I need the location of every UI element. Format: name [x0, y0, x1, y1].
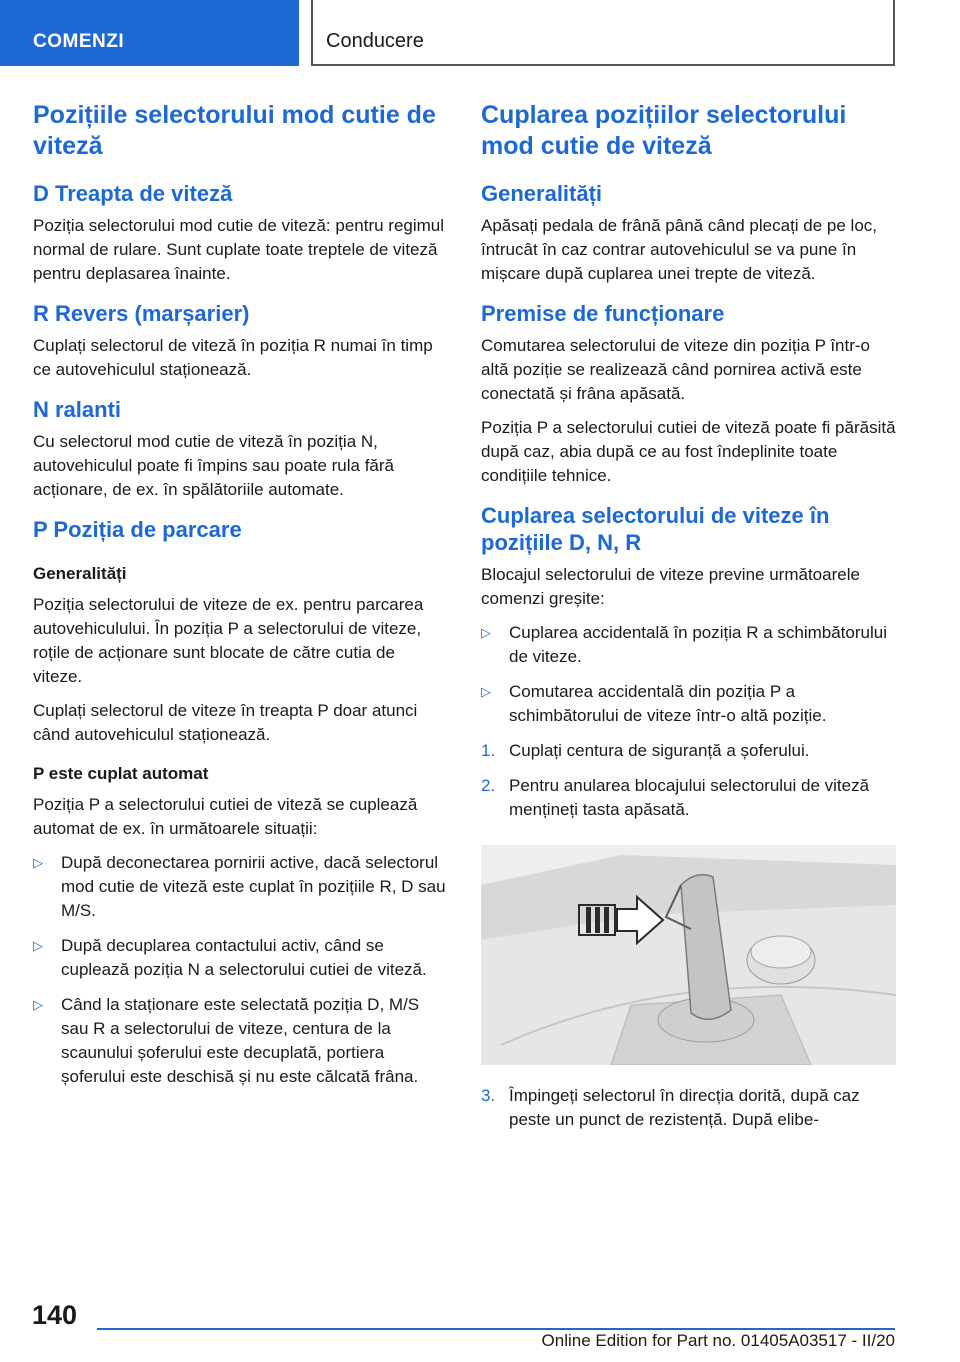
text-premise-1: Comutarea selectorului de viteze din poziția P într-o altă poziție se realizează când pornirea activă este conectată și frâna apăsată.	[481, 336, 870, 403]
section-title: Conducere	[311, 0, 895, 66]
triangle-bullet-icon: ▷	[481, 625, 491, 640]
cuplare-steps	[481, 739, 896, 822]
triangle-bullet-icon: ▷	[33, 938, 43, 953]
page-header	[0, 0, 960, 66]
text-d: Poziția selectorului mod cutie de viteză: pentru regimul normal de rulare. Sunt cuplate toate treptele de viteză pentru deplasarea înainte.	[33, 216, 445, 283]
text-n: Cu selectorul mod cutie de viteză în poziția N, autovehiculul poate fi împins sau poate rula fără acționare, de ex. în spălătoriile automate.	[33, 432, 395, 499]
step-item: 1. Cuplați centura de siguranță a șoferului.	[481, 741, 810, 760]
heading-general: Generalități	[481, 181, 603, 206]
section-d	[33, 180, 448, 286]
cuplare-bullets	[481, 621, 896, 728]
text-p-auto: Poziția P a selectorului cutiei de viteză se cuplează automat de ex. în următoarele situații:	[33, 795, 418, 838]
step-item: 2. Pentru anularea blocajului selectorului de viteză mențineți tasta apăsată.	[481, 776, 870, 819]
step-item: 3. Împingeți selectorul în direcția dorită, după caz peste un punct de rezistență. După elibe-	[481, 1086, 860, 1129]
section-premise	[481, 300, 896, 488]
list-item: ▷ Comutarea accidentală din poziția P a schimbătorului de viteze într-o altă poziție.	[481, 682, 827, 725]
main-heading-right: Cuplarea pozițiilor selectorului mod cutie de viteză	[481, 101, 847, 160]
page-number: 140	[32, 1300, 78, 1330]
section-n	[33, 396, 448, 502]
main-heading-left: Pozițiile selectorului mod cutie de viteză	[33, 101, 436, 160]
footer-divider	[97, 1328, 895, 1330]
cuplare-steps-continued	[481, 1084, 896, 1132]
heading-premise: Premise de funcționare	[481, 301, 725, 326]
gear-selector-illustration	[481, 845, 896, 1065]
heading-cuplare: Cuplarea selectorului de viteze în pozițiile D, N, R	[481, 503, 830, 555]
list-item: ▷ După deconectarea pornirii active, dacă selectorul mod cutie de viteză este cuplat în pozițiile R, D sau M/S.	[33, 853, 446, 920]
right-column	[481, 100, 896, 1143]
auto-p-list	[33, 851, 448, 1089]
section-p	[33, 516, 448, 1089]
text-p-general-2: Cuplați selectorul de viteze în treapta P doar atunci când autovehiculul staționează.	[33, 701, 418, 744]
triangle-bullet-icon: ▷	[481, 684, 491, 699]
heading-d: D Treapta de viteză	[33, 181, 233, 206]
text-premise-2: Poziția P a selectorului cutiei de viteză poate fi părăsită după caz, abia după ce au fost îndeplinite toate condițiile tehnice.	[481, 418, 896, 485]
chapter-tab: COMENZI	[0, 0, 299, 66]
heading-p: P Poziția de parcare	[33, 517, 242, 542]
list-item: ▷ Când la staționare este selectată poziția D, M/S sau R a selectorului de viteze, centura de la scaunului șoferului este decuplată, portiera șoferului este deschisă și nu este călcată frâna.	[33, 995, 420, 1086]
section-cuplare	[481, 502, 896, 1132]
text-general: Apăsați pedala de frână până când plecați de pe loc, întrucât în caz contrar autovehiculul se va pune în mișcare după cuplarea unei trepte de viteză.	[481, 216, 878, 283]
list-item: ▷ Cuplarea accidentală în poziția R a schimbătorului de viteze.	[481, 623, 887, 666]
triangle-bullet-icon: ▷	[33, 855, 43, 870]
heading-r: R Revers (marșarier)	[33, 301, 250, 326]
text-r: Cuplați selectorul de viteză în poziția R numai în timp ce autovehiculul staționează.	[33, 336, 433, 379]
text-cuplare: Blocajul selectorului de viteze previne următoarele comenzi greșite:	[481, 565, 860, 608]
left-column	[33, 100, 448, 1100]
section-r	[33, 300, 448, 382]
triangle-bullet-icon: ▷	[33, 997, 43, 1012]
list-item: ▷ După decuplarea contactului activ, când se cuplează poziția N a selectorului cutiei de viteză.	[33, 936, 427, 979]
edition-note: Online Edition for Part no. 01405A03517 - II/20	[541, 1331, 895, 1350]
heading-n: N ralanti	[33, 397, 122, 422]
section-general	[481, 180, 896, 286]
text-p-general-1: Poziția selectorului de viteze de ex. pentru parcarea autovehiculului. În poziția P a selectorului de viteze, roțile de acționare sunt blocate de către cutia de viteze.	[33, 595, 424, 686]
heading-p-general: Generalități	[33, 564, 127, 583]
heading-p-auto: P este cuplat automat	[33, 764, 209, 783]
